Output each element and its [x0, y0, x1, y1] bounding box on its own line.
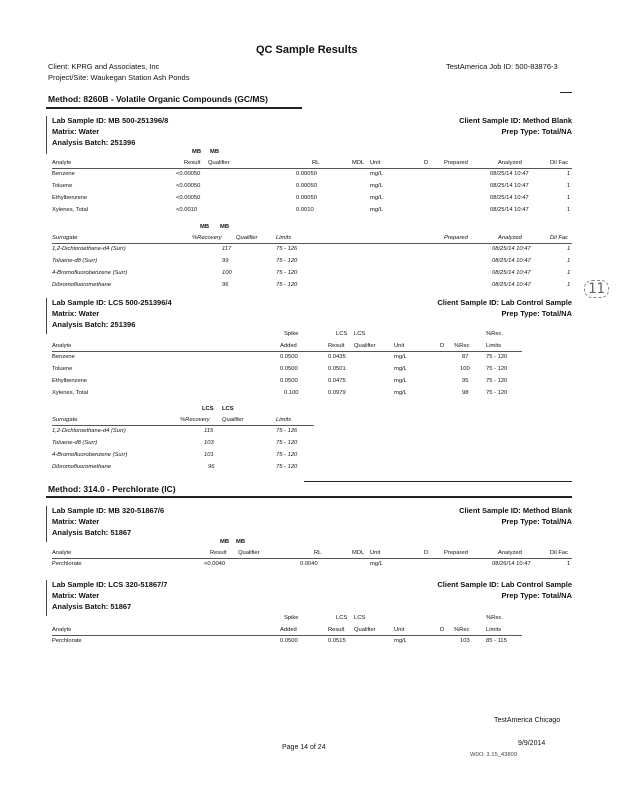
column-header: D: [424, 550, 429, 556]
analyzed: 08/25/14 10:47: [492, 282, 531, 288]
surrogate: Dibromofluoromethane: [52, 282, 111, 288]
unit: mg/L: [370, 171, 383, 177]
dil-fac: 1: [567, 246, 571, 252]
result: <0.00050: [176, 195, 201, 201]
lab-sample-id: Lab Sample ID: LCS 320-51867/7: [52, 580, 168, 589]
analysis-batch: Analysis Batch: 251396: [52, 320, 136, 329]
limits: 75 - 120: [486, 366, 508, 372]
margin-mark: 11: [584, 280, 609, 298]
analyte: Toluene: [52, 183, 73, 189]
page-title: QC Sample Results: [256, 44, 358, 56]
column-header: Unit: [370, 550, 381, 556]
limits: 75 - 120: [276, 270, 298, 276]
unit: mg/L: [370, 195, 383, 201]
header-underline: [52, 243, 572, 244]
surrogate: Dibromofluoromethane: [52, 464, 111, 470]
mb-col-label: MB: [200, 224, 210, 230]
prep-type: Prep Type: Total/NA: [501, 127, 572, 136]
limits: 75 - 120: [276, 464, 298, 470]
analyte: Xylenes, Total: [52, 207, 88, 213]
column-header: LCS: [336, 615, 348, 621]
column-header: Analyte: [52, 550, 72, 556]
column-header: Limits: [486, 627, 502, 633]
limits: 85 - 115: [486, 638, 507, 644]
spike-added: 0.0500: [280, 378, 298, 384]
column-header: %Rec.: [486, 331, 504, 337]
percent-rec: 98: [462, 390, 469, 396]
recovery: 103: [204, 440, 214, 446]
spike-added: 0.100: [284, 390, 299, 396]
analysis-batch: Analysis Batch: 51867: [52, 602, 132, 611]
surrogate: 1,2-Dichloroethane-d4 (Surr): [52, 428, 126, 434]
column-header: MDL: [352, 160, 365, 166]
analyte: Toluene: [52, 366, 73, 372]
analysis-batch: Analysis Batch: 51867: [52, 528, 132, 537]
column-header: Prepared: [444, 550, 468, 556]
limits: 75 - 120: [486, 378, 508, 384]
mb-col-label: MB: [220, 539, 230, 545]
rl: 0.0040: [300, 561, 318, 567]
column-header: D: [424, 160, 429, 166]
column-header: Qualifier: [238, 550, 260, 556]
client-sample-id: Client Sample ID: Method Blank: [459, 506, 572, 515]
rl: 0.0010: [296, 207, 314, 213]
limits: 75 - 120: [486, 390, 508, 396]
analyte: Perchlorate: [52, 561, 82, 567]
analyte: Perchlorate: [52, 638, 82, 644]
header-underline: [52, 425, 314, 426]
column-header: Spike: [284, 615, 299, 621]
method-rule: [46, 496, 572, 498]
limits: 75 - 126: [276, 246, 298, 252]
dil-fac: 1: [567, 270, 571, 276]
mb-col-label: MB: [192, 149, 202, 155]
mb-col-label: MB: [220, 224, 230, 230]
column-header: Spike: [284, 331, 299, 337]
analyte: Benzene: [52, 354, 75, 360]
block-bracket: [46, 506, 47, 542]
lcs-result: 0.0435: [328, 354, 346, 360]
prep-type: Prep Type: Total/NA: [501, 591, 572, 600]
column-header: RL: [312, 160, 320, 166]
header-rule: [560, 92, 572, 93]
unit: mg/L: [370, 561, 383, 567]
dil-fac: 1: [567, 258, 571, 264]
column-header: D: [440, 627, 445, 633]
spike-added: 0.0500: [280, 366, 298, 372]
column-header: Prepared: [444, 235, 468, 241]
analyzed: 08/25/14 10:47: [490, 171, 529, 177]
dil-fac: 1: [567, 561, 571, 567]
matrix: Matrix: Water: [52, 517, 100, 526]
column-header: Analyte: [52, 160, 72, 166]
lab-sample-id: Lab Sample ID: MB 320-51867/6: [52, 506, 165, 515]
page-number: Page 14 of 24: [282, 744, 326, 751]
column-header: Unit: [394, 343, 405, 349]
spike-added: 0.0500: [280, 638, 298, 644]
unit: mg/L: [370, 207, 383, 213]
recovery: 96: [222, 282, 229, 288]
column-header: Surrogate: [52, 235, 78, 241]
result: <0.00050: [176, 171, 201, 177]
matrix: Matrix: Water: [52, 127, 100, 136]
column-header: Dil Fac: [550, 550, 569, 556]
recovery: 99: [222, 258, 229, 264]
header-underline: [52, 351, 522, 352]
column-header: %Rec: [454, 343, 470, 349]
column-header: Limits: [276, 417, 292, 423]
percent-rec: 100: [460, 366, 470, 372]
analyte: Ethylbenzene: [52, 378, 88, 384]
column-header: Qualifier: [354, 627, 376, 633]
dil-fac: 1: [567, 282, 571, 288]
lab-name: TestAmerica Chicago: [494, 717, 561, 724]
column-header: Prepared: [444, 160, 468, 166]
column-header: RL: [314, 550, 322, 556]
rl: 0.00050: [296, 195, 317, 201]
column-header: Analyzed: [498, 160, 522, 166]
matrix: Matrix: Water: [52, 309, 100, 318]
column-header: Result: [328, 627, 345, 633]
column-header: %Recovery: [192, 235, 222, 241]
column-header: LCS: [336, 331, 348, 337]
limits: 75 - 120: [276, 282, 298, 288]
header-underline: [52, 168, 572, 169]
column-header: LCS: [354, 615, 366, 621]
method-title: Method: 8260B - Volatile Organic Compounds (GC/MS): [48, 94, 268, 104]
prep-type: Prep Type: Total/NA: [501, 309, 572, 318]
analyzed: 08/25/14 10:47: [492, 246, 531, 252]
recovery: 115: [204, 428, 214, 434]
column-header: Analyte: [52, 343, 72, 349]
limits: 75 - 120: [486, 354, 508, 360]
column-header: %Rec: [454, 627, 470, 633]
column-header: Qualifier: [222, 417, 244, 423]
column-header: LCS: [354, 331, 366, 337]
project-site: Project/Site: Waukegan Station Ash Ponds: [48, 73, 190, 82]
job-id: TestAmerica Job ID: 500-83876-3: [446, 62, 558, 71]
column-header: %Recovery: [180, 417, 210, 423]
method-top-rule: [304, 481, 572, 482]
unit: mg/L: [394, 366, 407, 372]
column-header: Unit: [370, 160, 381, 166]
recovery: 117: [222, 246, 232, 252]
column-header: D: [440, 343, 445, 349]
recovery: 101: [204, 452, 214, 458]
percent-rec: 95: [462, 378, 469, 384]
dil-fac: 1: [567, 207, 571, 213]
column-header: Added: [280, 627, 297, 633]
method-rule: [46, 107, 302, 109]
analysis-batch: Analysis Batch: 251396: [52, 138, 136, 147]
spike-added: 0.0500: [280, 354, 298, 360]
column-header: Limits: [276, 235, 292, 241]
lcs-col-label: LCS: [222, 406, 234, 412]
client-sample-id: Client Sample ID: Method Blank: [459, 116, 572, 125]
dil-fac: 1: [567, 183, 571, 189]
dil-fac: 1: [567, 195, 571, 201]
unit: mg/L: [394, 390, 407, 396]
lcs-result: 0.0979: [328, 390, 346, 396]
recovery: 96: [208, 464, 215, 470]
result: <0.00050: [176, 183, 201, 189]
block-bracket: [46, 298, 47, 334]
column-header: Analyzed: [498, 235, 522, 241]
report-date: 9/9/2014: [518, 740, 546, 747]
mb-col-label: MB: [210, 149, 220, 155]
limits: 75 - 120: [276, 258, 298, 264]
limits: 75 - 120: [276, 440, 298, 446]
column-header: Surrogate: [52, 417, 78, 423]
matrix: Matrix: Water: [52, 591, 100, 600]
analyzed: 08/25/14 10:47: [492, 270, 531, 276]
header-underline: [52, 558, 572, 559]
report-code: W0O: 3.15_43809: [470, 752, 518, 758]
block-bracket: [46, 116, 47, 154]
analyte: Ethylbenzene: [52, 195, 88, 201]
lcs-col-label: LCS: [202, 406, 214, 412]
column-header: %Rec.: [486, 615, 504, 621]
lcs-result: 0.0501: [328, 366, 346, 372]
column-header: Limits: [486, 343, 502, 349]
column-header: Qualifier: [236, 235, 258, 241]
block-bracket: [46, 580, 47, 616]
analyte: Xylenes, Total: [52, 390, 88, 396]
lcs-result: 0.0515: [328, 638, 346, 644]
column-header: Result: [184, 160, 201, 166]
prep-type: Prep Type: Total/NA: [501, 517, 572, 526]
lab-sample-id: Lab Sample ID: MB 500-251396/8: [52, 116, 169, 125]
column-header: Analyzed: [498, 550, 522, 556]
column-header: Dil Fac: [550, 235, 569, 241]
column-header: Result: [328, 343, 345, 349]
analyzed: 08/26/14 10:47: [492, 561, 531, 567]
column-header: MDL: [352, 550, 365, 556]
analyte: Benzene: [52, 171, 75, 177]
analyzed: 08/25/14 10:47: [490, 207, 529, 213]
method-title: Method: 314.0 - Perchlorate (IC): [48, 484, 176, 494]
limits: 75 - 120: [276, 452, 298, 458]
column-header: Added: [280, 343, 297, 349]
client-name: Client: KPRG and Associates, Inc: [48, 62, 160, 71]
unit: mg/L: [394, 378, 407, 384]
header-underline: [52, 635, 522, 636]
column-header: Dil Fac: [550, 160, 569, 166]
recovery: 100: [222, 270, 232, 276]
unit: mg/L: [370, 183, 383, 189]
limits: 75 - 126: [276, 428, 298, 434]
client-sample-id: Client Sample ID: Lab Control Sample: [437, 580, 572, 589]
analyzed: 08/25/14 10:47: [490, 195, 529, 201]
client-sample-id: Client Sample ID: Lab Control Sample: [437, 298, 572, 307]
column-header: Unit: [394, 627, 405, 633]
percent-rec: 103: [460, 638, 470, 644]
lcs-result: 0.0475: [328, 378, 346, 384]
analyzed: 08/25/14 10:47: [492, 258, 531, 264]
percent-rec: 87: [462, 354, 469, 360]
rl: 0.00050: [296, 171, 317, 177]
rl: 0.00050: [296, 183, 317, 189]
result: <0.0040: [204, 561, 226, 567]
surrogate: 4-Bromofluorobenzene (Surr): [52, 452, 128, 458]
column-header: Qualifier: [208, 160, 230, 166]
surrogate: Toluene-d8 (Surr): [52, 440, 98, 446]
surrogate: 1,2-Dichloroethane-d4 (Surr): [52, 246, 126, 252]
column-header: Analyte: [52, 627, 72, 633]
lab-sample-id: Lab Sample ID: LCS 500-251396/4: [52, 298, 172, 307]
surrogate: Toluene-d8 (Surr): [52, 258, 98, 264]
column-header: Qualifier: [354, 343, 376, 349]
result: <0.0010: [176, 207, 198, 213]
dil-fac: 1: [567, 171, 571, 177]
mb-col-label: MB: [236, 539, 246, 545]
surrogate: 4-Bromofluorobenzene (Surr): [52, 270, 128, 276]
unit: mg/L: [394, 354, 407, 360]
unit: mg/L: [394, 638, 407, 644]
column-header: Result: [210, 550, 227, 556]
analyzed: 08/25/14 10:47: [490, 183, 529, 189]
